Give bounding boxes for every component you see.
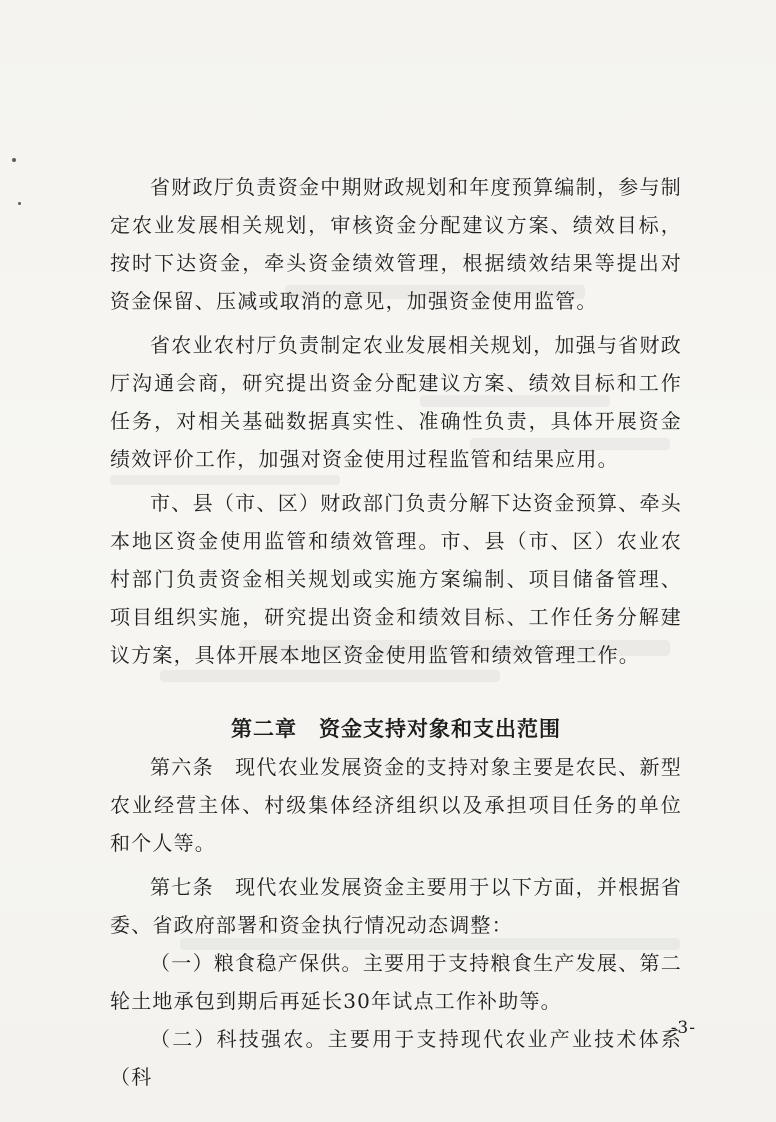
item-two: （二）科技强农。主要用于支持现代农业产业技术体系（科 — [110, 1027, 682, 1089]
paragraph-provincial-agriculture: 省农业农村厅负责制定农业发展相关规划，加强与省财政厅沟通会商，研究提出资金分配建议方案、绩效目标和工作任务，对相关基础数据真实性、准确性负责，具体开展资金绩效评价工作，加强对资金使用过程监管和结果应用。 — [110, 333, 682, 471]
scan-speck — [18, 202, 21, 205]
page-number: -3- — [670, 1018, 696, 1038]
item-one: （一）粮食稳产保供。主要用于支持粮食生产发展、第二轮土地承包到期后再延长30年试点工作补助等。 — [110, 951, 682, 1013]
paragraph-provincial-finance: 省财政厅负责资金中期财政规划和年度预算编制，参与制定农业发展相关规划，审核资金分配建议方案、绩效目标，按时下达资金，牵头资金绩效管理，根据绩效结果等提出对资金保留、压减或取消的意见，加强资金使用监管。 — [110, 175, 682, 313]
document-body — [110, 168, 682, 1096]
chapter-heading: 第二章 资金支持对象和支出范围 — [231, 717, 561, 741]
article-seven: 第七条 现代农业发展资金主要用于以下方面，并根据省委、省政府部署和资金执行情况动态调整： — [110, 875, 682, 937]
article-six: 第六条 现代农业发展资金的支持对象主要是农民、新型农业经营主体、村级集体经济组织以及承担项目任务的单位和个人等。 — [110, 755, 682, 855]
paragraph-city-county: 市、县（市、区）财政部门负责分解下达资金预算、牵头本地区资金使用监管和绩效管理。市、县（市、区）农业农村部门负责资金相关规划或实施方案编制、项目储备管理、项目组织实施，研究提出资金和绩效目标、工作任务分解建议方案，具体开展本地区资金使用监管和绩效管理工作。 — [110, 491, 682, 667]
scan-speck — [12, 158, 16, 162]
